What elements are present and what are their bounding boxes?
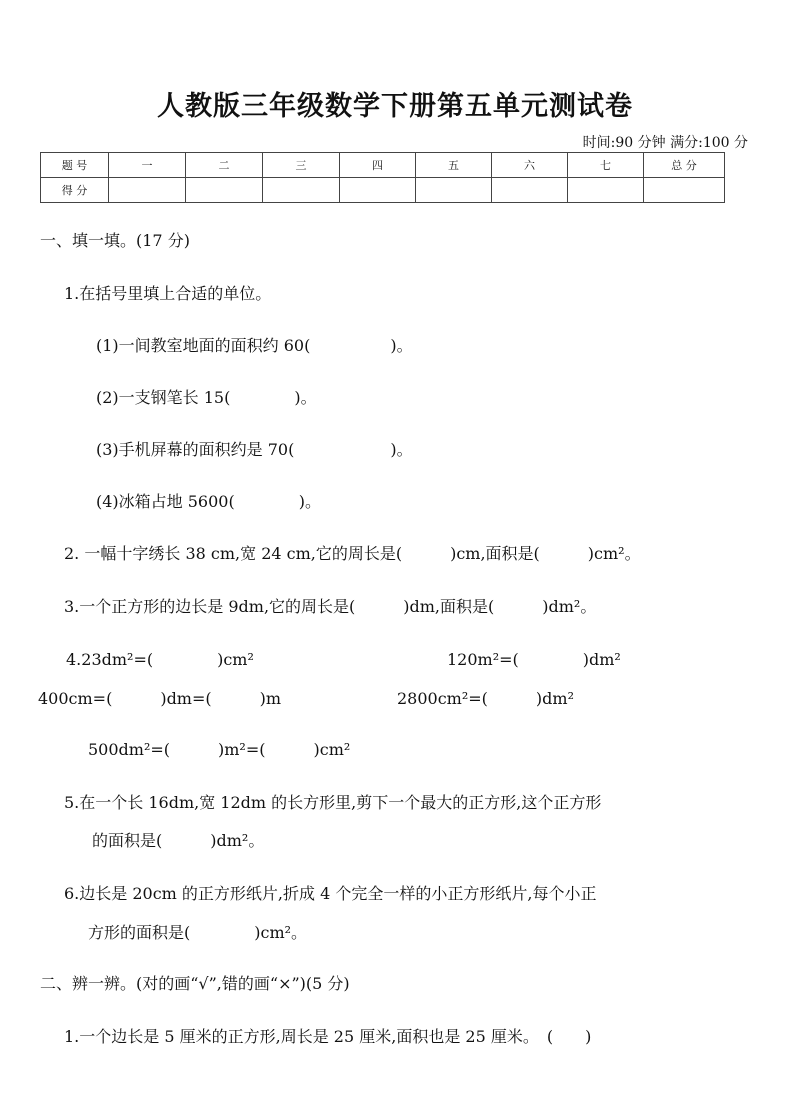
question-4-part-d: 2800cm²=( )dm² <box>397 689 574 708</box>
score-table <box>40 152 725 203</box>
score-table-score-row <box>41 178 725 203</box>
header-cell: 总 分 <box>644 153 725 178</box>
score-cell[interactable] <box>109 178 186 203</box>
header-cell: 一 <box>109 153 186 178</box>
question-1-part-4: (4)冰箱占地 5600( )。 <box>96 492 321 511</box>
question-6-line-1: 6.边长是 20cm 的正方形纸片,折成 4 个完全一样的小正方形纸片,每个小正 <box>64 884 597 903</box>
question-4-part-b: 120m²=( )dm² <box>447 650 621 669</box>
header-cell: 六 <box>492 153 568 178</box>
header-cell: 七 <box>568 153 644 178</box>
question-1-part-1: (1)一间教室地面的面积约 60( )。 <box>96 336 413 355</box>
question-6-line-2: 方形的面积是( )cm²。 <box>88 923 308 942</box>
score-cell[interactable] <box>568 178 644 203</box>
score-cell[interactable] <box>340 178 416 203</box>
score-cell[interactable] <box>263 178 340 203</box>
question-5-line-1: 5.在一个长 16dm,宽 12dm 的长方形里,剪下一个最大的正方形,这个正方形 <box>64 793 602 812</box>
exam-meta: 时间:90 分钟 满分:100 分 <box>582 135 748 151</box>
section-1-heading: 一、填一填。(17 分) <box>40 231 190 250</box>
section-2-heading: 二、辨一辨。(对的画“√”,错的画“×”)(5 分) <box>40 974 350 993</box>
page-title: 人教版三年级数学下册第五单元测试卷 <box>157 91 633 122</box>
section-2-question-1: 1.一个边长是 5 厘米的正方形,周长是 25 厘米,面积也是 25 厘米。 ( ) <box>64 1027 592 1046</box>
question-2: 2. 一幅十字绣长 38 cm,宽 24 cm,它的周长是( )cm,面积是( )cm²。 <box>64 544 641 563</box>
header-cell: 五 <box>416 153 492 178</box>
question-5-line-2: 的面积是( )dm²。 <box>92 831 265 850</box>
score-cell[interactable] <box>492 178 568 203</box>
question-4-part-e: 500dm²=( )m²=( )cm² <box>88 740 351 759</box>
question-1-part-2: (2)一支钢笔长 15( )。 <box>96 388 317 407</box>
question-1-stem: 1.在括号里填上合适的单位。 <box>64 284 272 303</box>
row-label-cell: 得 分 <box>41 178 109 203</box>
header-cell: 题 号 <box>41 153 109 178</box>
score-cell[interactable] <box>186 178 263 203</box>
header-cell: 三 <box>263 153 340 178</box>
question-1-part-3: (3)手机屏幕的面积约是 70( )。 <box>96 440 413 459</box>
question-3: 3.一个正方形的边长是 9dm,它的周长是( )dm,面积是( )dm²。 <box>64 597 597 616</box>
score-table-header-row <box>41 153 725 178</box>
header-cell: 四 <box>340 153 416 178</box>
score-cell[interactable] <box>644 178 725 203</box>
question-4-part-c: 400cm=( )dm=( )m <box>38 689 282 708</box>
header-cell: 二 <box>186 153 263 178</box>
question-4-part-a: 4.23dm²=( )cm² <box>66 650 254 669</box>
score-cell[interactable] <box>416 178 492 203</box>
